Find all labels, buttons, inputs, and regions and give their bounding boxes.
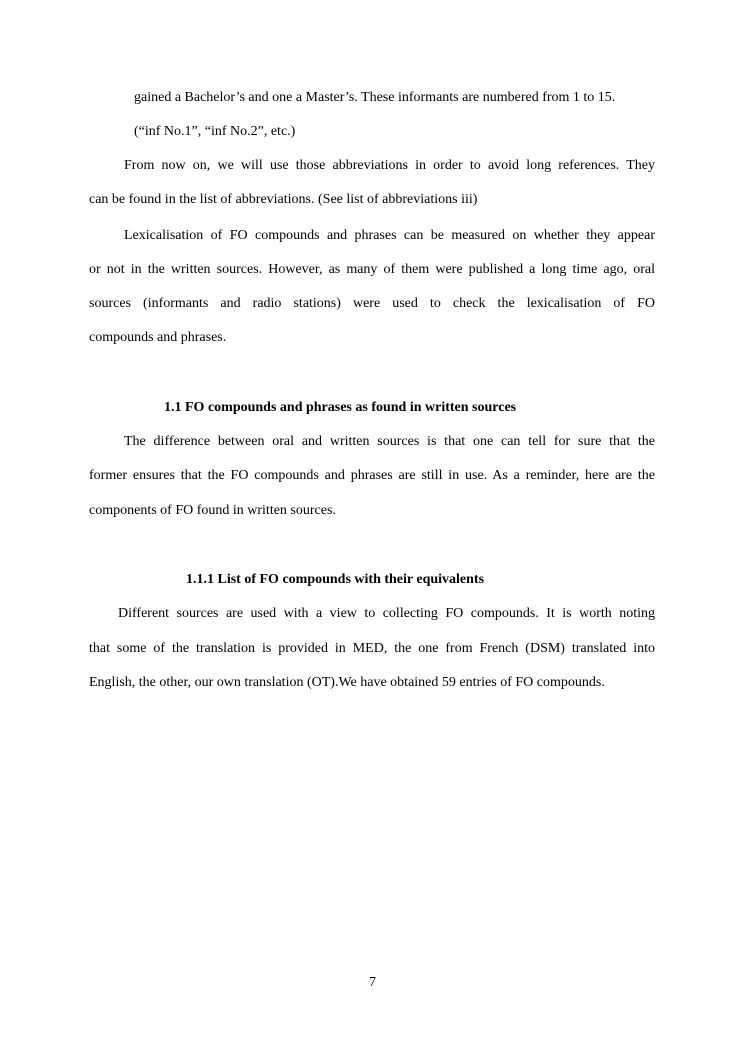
section-heading: 1.1 FO compounds and phrases as found in written sources: [164, 400, 517, 415]
text-line: English, the other, our own translation (OT).We have obtained 59 entries of FO compounds.: [89, 675, 605, 690]
text-line: (“inf No.1”, “inf No.2”, etc.): [134, 124, 296, 139]
text-line: components of FO found in written sources.: [89, 503, 336, 518]
page-number: 7: [369, 975, 376, 990]
text-line: can be found in the list of abbreviations. (See list of abbreviations iii): [89, 192, 478, 207]
paragraph-first-line: From now on, we will use those abbreviations in order to avoid long references. They: [124, 158, 655, 173]
text-line: compounds and phrases.: [89, 330, 227, 345]
text-line: or not in the written sources. However, as many of them were published a long time ago, oral: [89, 262, 655, 277]
paragraph-first-line: The difference between oral and written sources is that one can tell for sure that the: [124, 434, 655, 449]
paragraph-first-line: Lexicalisation of FO compounds and phrases can be measured on whether they appear: [124, 228, 655, 243]
subsection-heading: 1.1.1 List of FO compounds with their equivalents: [186, 572, 485, 587]
text-line: gained a Bachelor’s and one a Master’s. These informants are numbered from 1 to 15.: [134, 90, 616, 105]
text-line: sources (informants and radio stations) were used to check the lexicalisation of FO: [89, 296, 655, 311]
text-line: that some of the translation is provided in MED, the one from French (DSM) translated into: [89, 641, 655, 656]
paragraph-first-line: Different sources are used with a view to collecting FO compounds. It is worth noting: [118, 606, 655, 621]
text-line: former ensures that the FO compounds and phrases are still in use. As a reminder, here are the: [89, 468, 655, 483]
